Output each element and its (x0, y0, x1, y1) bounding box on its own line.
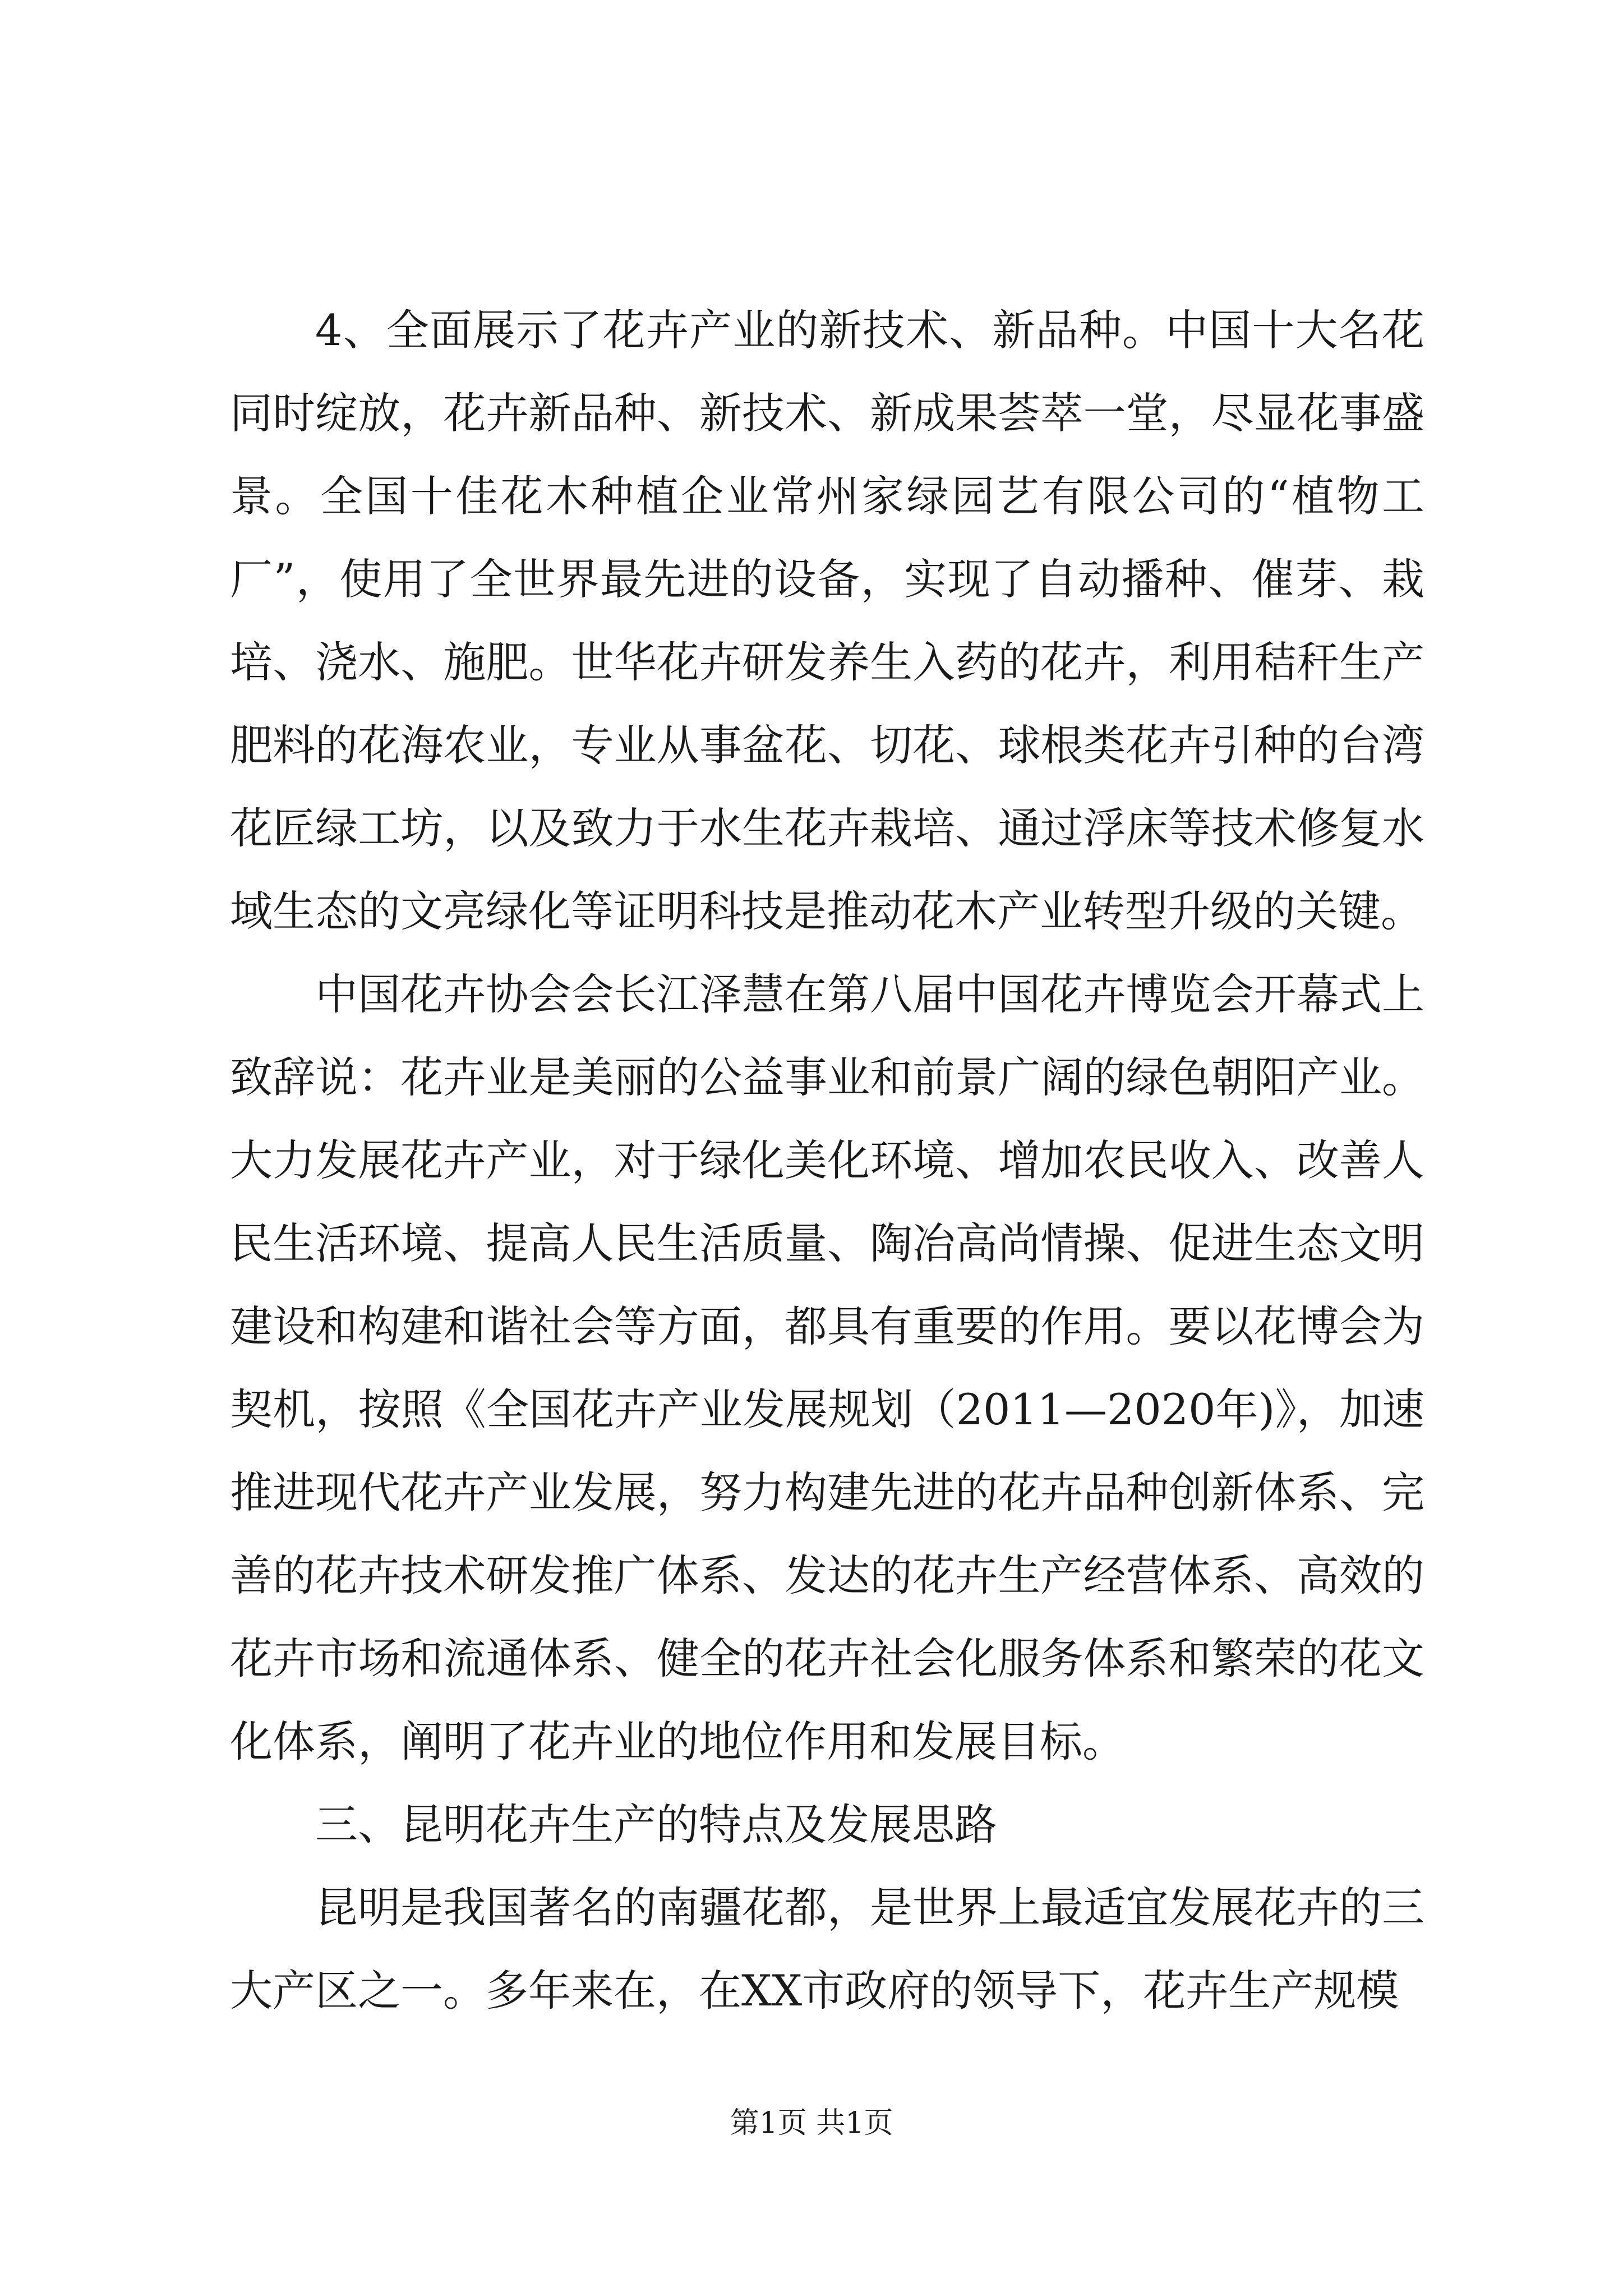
section-heading-kunming: 三、昆明花卉生产的特点及发展思路 (315, 1800, 997, 1849)
page-footer: 第1页 共1页 (730, 2106, 893, 2140)
paragraph-kunming-intro: 昆明是我国著名的南疆花都，是世界上最适宜发展花卉的三大产区之一。多年来在，在XX市政府的领导下，花卉生产规模 (230, 1883, 1424, 2016)
document-body (230, 289, 1424, 2032)
paragraph-flower-association-speech: 中国花卉协会会长江泽慧在第八届中国花卉博览会开幕式上致辞说：花卉业是美丽的公益事业和前景广阔的绿色朝阳产业。大力发展花卉产业，对于绿化美化环境、增加农民收入、改善人民生活环境、提高人民生活质量、陶冶高尚情操、促进生态文明建设和构建和谐社会等方面，都具有重要的作用。要以花博会为契机，按照《全国花卉产业发展规划（2011—2020年)》，加速推进现代花卉产业发展，努力构建先进的花卉品种创新体系、完善的花卉技术研发推广体系、发达的花卉生产经营体系、高效的花卉市场和流通体系、健全的花卉社会化服务体系和繁荣的花文化体系，阐明了花卉业的地位作用和发展目标。 (230, 969, 1424, 1766)
paragraph-new-technology: 4、全面展示了花卉产业的新技术、新品种。中国十大名花同时绽放，花卉新品种、新技术、新成果荟萃一堂，尽显花事盛景。全国十佳花木种植企业常州家绿园艺有限公司的“植物工厂”，使用了全世界最先进的设备，实现了自动播种、催芽、栽培、浇水、施肥。世华花卉研发养生入药的花卉，利用秸秆生产肥料的花海农业，专业从事盆花、切花、球根类花卉引种的台湾花匠绿工坊，以及致力于水生花卉栽培、通过浮床等技术修复水域生态的文亮绿化等证明科技是推动花木产业转型升级的关键。 (230, 305, 1424, 936)
